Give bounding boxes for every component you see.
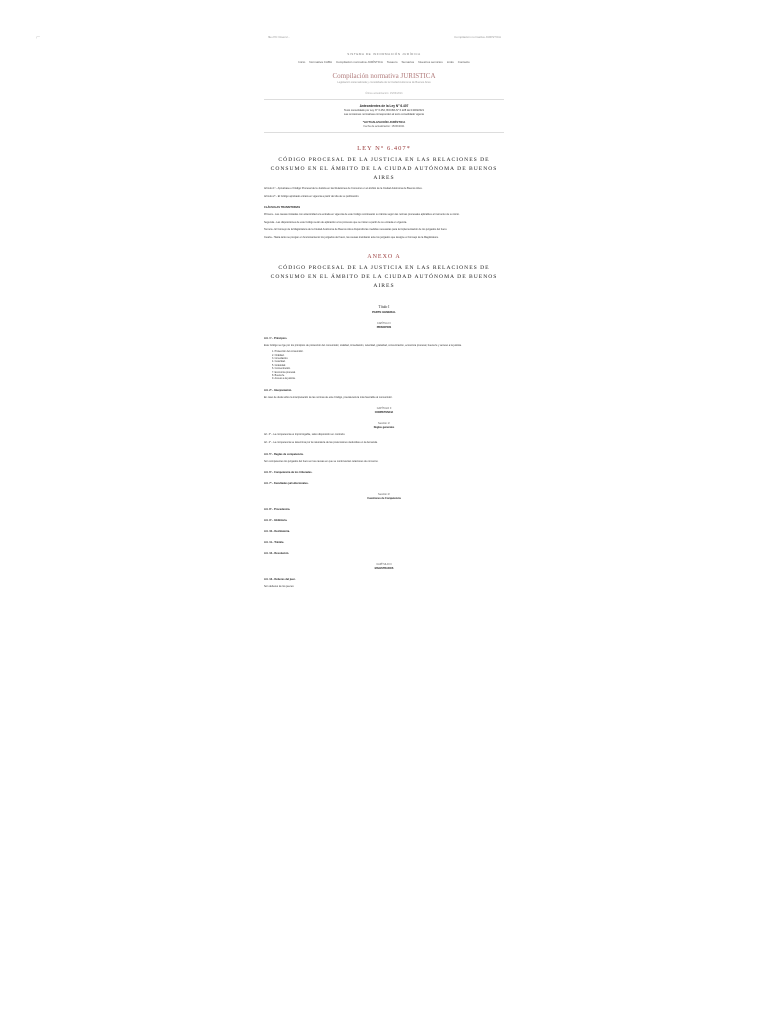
- section-2: Sección 2ª: [378, 493, 390, 497]
- section-1: Sección 1ª: [378, 422, 390, 426]
- chapter-2: CAPÍTULO II: [376, 407, 392, 411]
- nav-item-links[interactable]: Links: [446, 60, 454, 64]
- list-item: 6. Concentración.: [272, 367, 291, 371]
- actualizacion-sub: Fecha de actualización: 15/06/2021: [363, 125, 405, 128]
- list-item: 7. Economía procesal.: [272, 370, 296, 374]
- annex-art-2-head: Art. 2°.- Interpretación.: [264, 388, 292, 392]
- annex-art-5-head: Art. 5°.- Reglas de competencia.: [264, 452, 304, 456]
- chapter-3: CAPÍTULO III: [376, 563, 392, 567]
- law-number: LEY N° 6.407*: [357, 145, 411, 152]
- principles-list: [272, 350, 504, 381]
- site-name: SISTEMA DE INFORMACIÓN JURÍDICA: [347, 52, 421, 56]
- annex-art-1-head: Art. 1°.- Principios.: [264, 336, 288, 340]
- annex-art-11-head: Art. 11.- Trámite.: [264, 541, 285, 545]
- nav-item-inicio[interactable]: Inicio: [298, 60, 306, 64]
- nav-item-compilacion[interactable]: Compilación normativa JURÍSTICA: [335, 60, 383, 64]
- section-1-name: Reglas generales: [373, 426, 395, 430]
- annex-art-5-text: Son competentes los juzgados del fuero en las causas en que se controviertan relaciones de consumo.: [264, 459, 379, 463]
- nav-item-tesauro[interactable]: Tesauro: [386, 60, 398, 64]
- annex-titulo: Título I: [378, 304, 390, 309]
- chapter-2-name: COMPETENCIA: [374, 411, 394, 415]
- antecedentes-title: Antecedentes de la Ley N° 6.407: [359, 104, 409, 108]
- list-item: 3. Inmediación.: [272, 356, 289, 360]
- site-tagline: Legislación sistematizada y consolidada de la Ciudad Autónoma de Buenos Aires: [337, 81, 431, 84]
- clause-4: Cuarta.- Hasta tanto se pongan en funcionamiento los juzgados del fuero, las causas tramitarán ante los juzgados que designe el Consejo de la Magistratura.: [264, 235, 439, 239]
- site-nav: [264, 60, 504, 64]
- annex-art-12-head: Art. 12.- Resolución.: [264, 552, 290, 556]
- list-item: 1. Protección del consumidor.: [272, 350, 304, 354]
- annex-art-4: Art. 4°.- La competencia se determina por la naturaleza de las pretensiones deducidas en la demanda.: [264, 441, 378, 444]
- chapter-1: CAPÍTULO I: [377, 321, 391, 325]
- document-body: [264, 48, 504, 589]
- annex-title: ANEXO A: [367, 253, 401, 260]
- print-header-left: file:///C:/Users/...: [268, 35, 291, 39]
- law-article-1: Artículo 1°.- Apruébase el Código Procesal de la Justicia en las Relaciones de Consumo en el ámbito de la Ciudad Autónoma de Buenos Aires.: [264, 187, 423, 190]
- clause-1: Primera.- Las causas iniciadas con anterioridad a la entrada en vigencia de este Código continuarán su trámite según las normas procesales aplicables al momento de su inicio.: [264, 213, 460, 217]
- annex-code-title: CÓDIGO PROCESAL DE LA JUSTICIA EN LAS RELACIONES DE CONSUMO EN EL ÁMBITO DE LA CIUDAD AUTÓNOMA DE BUENOS AIRES: [270, 264, 498, 289]
- antecedentes-line-2: Las remisiones normativas corresponden al texto consolidado vigente: [343, 113, 425, 116]
- last-updated: Última actualización: 15/06/2021: [365, 92, 403, 95]
- print-header-right: Compilación normativa JURISTICA: [454, 35, 501, 39]
- annex-art-2-text: En caso de duda sobre la interpretación de las normas de este Código, prevalecerá la más favorable al consumidor.: [264, 395, 393, 399]
- annex-art-1-text: Este Código se rige por los principios de protección del consumidor, oralidad, inmediación, celeridad, gratuidad, concentración, economía procesal, buena fe y acceso a la justicia.: [264, 343, 462, 347]
- law-code-title: CÓDIGO PROCESAL DE LA JUSTICIA EN LAS RELACIONES DE CONSUMO EN EL ÁMBITO DE LA CIUDAD AUTÓNOMA DE BUENOS AIRES: [270, 157, 498, 181]
- annex-parte: PARTE GENERAL: [372, 309, 396, 314]
- chapter-1-name: PRINCIPIOS: [376, 325, 392, 329]
- list-item: 8. Buena fe.: [272, 374, 285, 377]
- nav-item-normativa[interactable]: Normativa CABA: [309, 60, 332, 64]
- section-2-name: Cuestiones de Competencia: [367, 497, 401, 501]
- nav-item-sumarios[interactable]: Sumarios: [401, 60, 415, 64]
- actualizacion-title: *ACTUALIZACIÓN JURÍSTICA: [362, 120, 406, 124]
- nav-item-servicios[interactable]: Nuestros servicios: [418, 60, 443, 64]
- law-article-2: Artículo 2°.- El Código aprobado entrará en vigencia a partir del día de su publicación.: [264, 194, 360, 198]
- clauses-title: CLÁUSULAS TRANSITORIAS: [264, 206, 301, 210]
- divider: [264, 99, 504, 100]
- list-item: 5. Gratuidad.: [272, 363, 286, 367]
- annex-art-9-head: Art. 9°.- Inhibitoria.: [264, 519, 288, 523]
- annex-art-13-head: Art. 13.- Deberes del juez.: [264, 578, 296, 582]
- divider: [264, 132, 504, 133]
- annex-art-6-head: Art. 6°.- Competencia de los tribunales.: [264, 471, 313, 475]
- nav-item-contacto[interactable]: Contacto: [457, 60, 470, 64]
- annex-art-10-head: Art. 10.- Declinatoria.: [264, 530, 290, 534]
- corner-mark: ⌐: [36, 34, 41, 41]
- clause-2: Segunda.- Las disposiciones de este Código serán de aplicación a los procesos que se inicien a partir de su entrada en vigencia.: [264, 220, 408, 224]
- list-item: 4. Celeridad.: [272, 360, 286, 364]
- annex-art-7-head: Art. 7°.- Facultades jurisdiccionales.: [264, 482, 309, 486]
- annex-art-8-head: Art. 8°.- Procedencia.: [264, 508, 291, 512]
- list-item: 9. Acceso a la justicia.: [272, 377, 296, 381]
- annex-art-3: Art. 3°.- La competencia es improrrogable, salvo disposición en contrario.: [264, 433, 346, 437]
- clause-3: Tercera.- El Consejo de la Magistratura de la Ciudad Autónoma de Buenos Aires dispondrá las medidas necesarias para la implementación de los juzgados del fuero.: [264, 228, 448, 232]
- list-item: 2. Oralidad.: [272, 353, 285, 357]
- annex-art-13-text: Son deberes de los jueces:: [264, 585, 295, 589]
- chapter-3-name: MAGISTRADOS: [374, 567, 394, 571]
- antecedentes-line-1: Texto consolidado por Ley N° 6.452, BOCBA N° 6.228 del 13/09/2021: [343, 109, 425, 112]
- site-brand: Compilación normativa JURISTICA: [332, 72, 436, 80]
